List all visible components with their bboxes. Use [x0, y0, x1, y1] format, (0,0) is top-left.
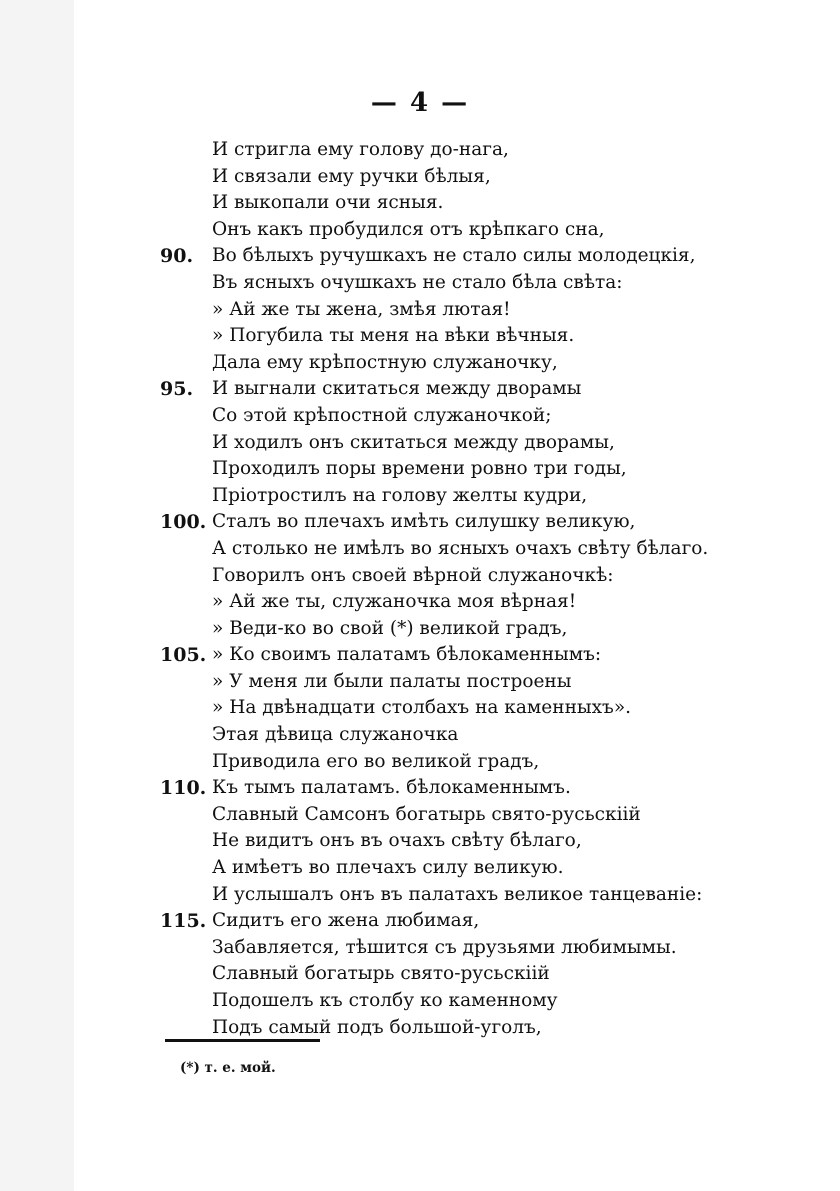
verse-line-text: Говорилъ онъ своей вѣрной служаночкѣ:: [212, 564, 614, 586]
verse-line: [0, 270, 840, 297]
verse-line: [0, 217, 840, 244]
verse-line-text: » Ай же ты жена, змѣя лютая!: [212, 298, 511, 320]
verse-line-text: Этая дѣвица служаночка: [212, 724, 459, 746]
verse-line: [0, 749, 840, 776]
verse-line: [0, 430, 840, 457]
verse-line: [0, 802, 840, 829]
verse-line: [0, 775, 840, 802]
verse-line-text: И связали ему ручки бѣлыя,: [212, 165, 491, 187]
verse-line: [0, 509, 840, 536]
verse-line-number: 105.: [160, 644, 207, 667]
verse-line: [0, 616, 840, 643]
verse-line: [0, 722, 840, 749]
verse-line-text: Приводила его во великой градъ,: [212, 750, 540, 772]
verse-line: [0, 695, 840, 722]
verse-line-number: 100.: [160, 511, 207, 534]
verse-line-number: 95.: [160, 378, 194, 401]
verse-line: [0, 297, 840, 324]
verse-line: [0, 536, 840, 563]
verse-line-text: Подошелъ къ столбу ко каменному: [212, 990, 558, 1011]
verse-line-text: Славный Самсонъ богатырь свято-русьскіій: [212, 803, 641, 825]
verse-line-text: Забавляется, тѣшится съ друзьями любимымы.: [212, 936, 677, 958]
verse-line: [0, 563, 840, 590]
verse-line: [0, 243, 840, 270]
verse-line-text: Онъ какъ пробудился отъ крѣпкаго сна,: [212, 218, 605, 240]
verse-line-text: И выкопали очи ясныя.: [212, 192, 444, 214]
verse-line: [0, 190, 840, 217]
verse-line-text: » Ко своимъ палатамъ бѣлокаменнымъ:: [212, 644, 602, 666]
poem-text: [0, 137, 840, 1041]
verse-line-text: Со этой крѣпостной служаночкой;: [212, 404, 552, 426]
verse-line-text: Въ ясныхъ очушкахъ не стало бѣла свѣта:: [212, 271, 623, 293]
verse-line: [0, 403, 840, 430]
verse-line-text: И ходилъ онъ скитаться между дворамы,: [212, 431, 615, 453]
verse-line-number: 90.: [160, 245, 194, 268]
verse-line: [0, 961, 840, 988]
verse-line-text: » У меня ли были палаты построены: [212, 670, 572, 692]
verse-line: [0, 137, 840, 164]
verse-line: [0, 350, 840, 377]
verse-line: [0, 1015, 840, 1042]
verse-line-text: И услышалъ онъ въ палатахъ великое танцеваніе:: [212, 883, 703, 905]
verse-line-number: 110.: [160, 777, 207, 800]
verse-line: [0, 164, 840, 191]
verse-line-number: 115.: [160, 910, 207, 933]
verse-line-text: Пріотростилъ на голову желты кудри,: [212, 484, 588, 506]
verse-line-text: Сталъ во плечахъ имѣть силушку великую,: [212, 511, 636, 533]
verse-line: [0, 456, 840, 483]
footnote: (*) т. е. мой.: [180, 1060, 276, 1076]
verse-line-text: » Погубила ты меня на вѣки вѣчныя.: [212, 325, 575, 347]
verse-line-text: » Ай же ты, служаночка моя вѣрная!: [212, 591, 577, 613]
page-number: — 4 —: [370, 88, 470, 118]
verse-line: [0, 376, 840, 403]
verse-line-text: Проходилъ поры времени ровно три годы,: [212, 458, 627, 480]
verse-line: [0, 669, 840, 696]
verse-line-text: Во бѣлыхъ ручушкахъ не стало силы молодецкія,: [212, 245, 696, 267]
verse-line: [0, 642, 840, 669]
footnote-rule: [165, 1039, 320, 1042]
verse-line-text: Сидитъ его жена любимая,: [212, 910, 480, 932]
verse-line-text: И выгнали скитаться между дворамы: [212, 378, 582, 400]
verse-line-text: И стригла ему голову до-нага,: [212, 139, 509, 160]
verse-line: [0, 855, 840, 882]
verse-line: [0, 988, 840, 1015]
verse-line-text: А имѣетъ во плечахъ силу великую.: [212, 857, 564, 879]
verse-line: [0, 908, 840, 935]
verse-line-text: » На двѣнадцати столбахъ на каменныхъ».: [212, 697, 632, 719]
verse-line: [0, 828, 840, 855]
verse-line-text: » Веди-ко во свой (*) великой градъ,: [212, 617, 568, 639]
verse-line-text: Славный богатырь свято-русьскіій: [212, 963, 550, 985]
verse-line: [0, 483, 840, 510]
verse-line: [0, 935, 840, 962]
verse-line-text: Подъ самый подъ большой-уголъ,: [212, 1016, 542, 1038]
verse-line-text: Къ тымъ палатамъ. бѣлокаменнымъ.: [212, 777, 571, 799]
verse-line: [0, 882, 840, 909]
verse-line-text: Дала ему крѣпостную служаночку,: [212, 351, 558, 373]
verse-line: [0, 323, 840, 350]
verse-line-text: Не видитъ онъ въ очахъ свѣту бѣлаго,: [212, 830, 582, 852]
verse-line-text: А столько не имѣлъ во ясныхъ очахъ свѣту бѣлаго.: [212, 537, 709, 559]
verse-line: [0, 589, 840, 616]
